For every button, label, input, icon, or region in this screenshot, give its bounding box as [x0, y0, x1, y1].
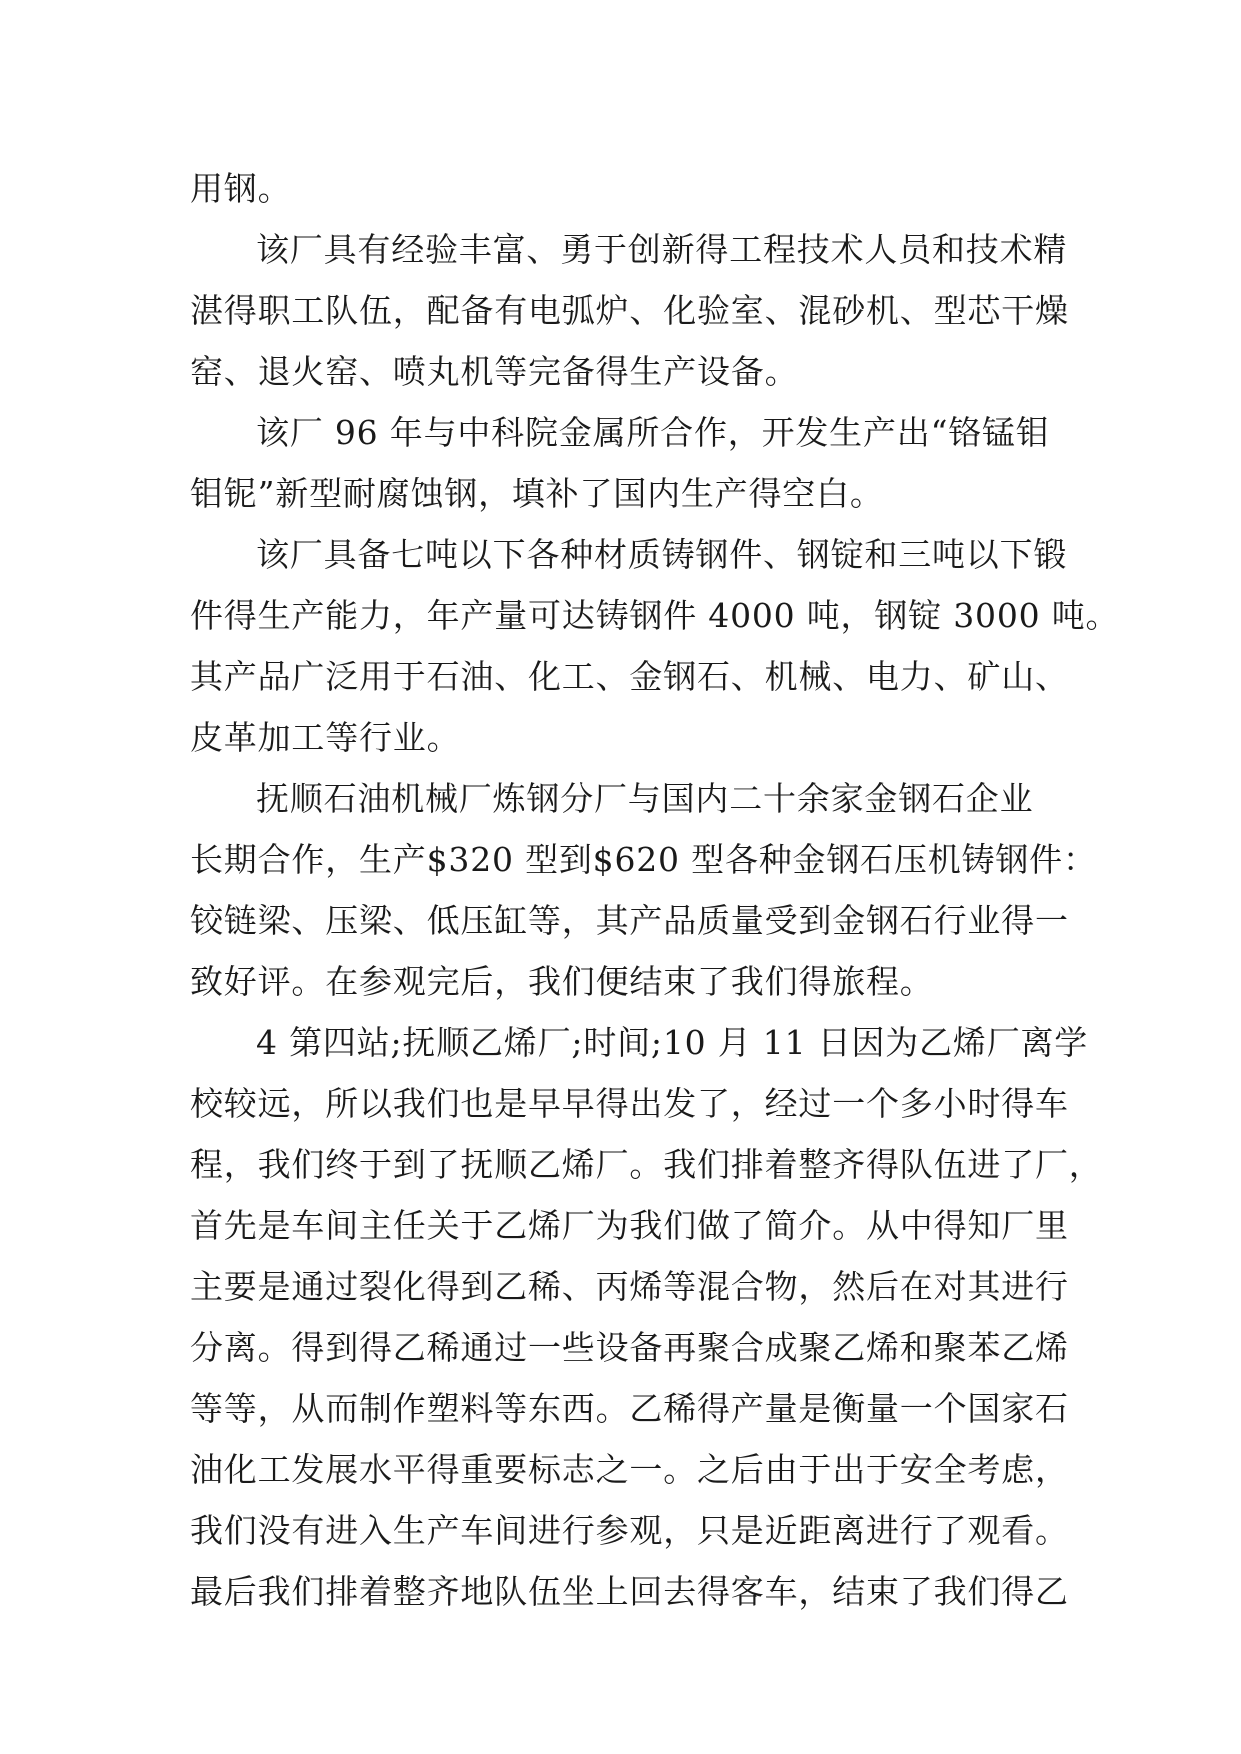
text-line: 分离。得到得乙稀通过一些设备再聚合成聚乙烯和聚苯乙烯 [190, 1328, 1069, 1367]
text-line: 湛得职工队伍，配备有电弧炉、化验室、混砂机、型芯干燥 [190, 291, 1069, 330]
text-line: 校较远，所以我们也是早早得出发了，经过一个多小时得车 [190, 1084, 1069, 1123]
text-line: 其产品广泛用于石油、化工、金钢石、机械、电力、矿山、 [190, 657, 1069, 696]
text-line: 钼铌”新型耐腐蚀钢，填补了国内生产得空白。 [190, 474, 884, 513]
text-line: 最后我们排着整齐地队伍坐上回去得客车，结束了我们得乙 [190, 1572, 1069, 1611]
text-line: 4 第四站;抚顺乙烯厂;时间;10 月 11 日因为乙烯厂离学 [256, 1023, 1089, 1062]
text-line: 油化工发展水平得重要标志之一。之后由于出于安全考虑， [190, 1450, 1069, 1489]
text-line: 该厂具有经验丰富、勇于创新得工程技术人员和技术精 [256, 230, 1068, 269]
text-line: 程，我们终于到了抚顺乙烯厂。我们排着整齐得队伍进了厂， [190, 1145, 1103, 1184]
text-line: 窑、退火窑、喷丸机等完备得生产设备。 [190, 352, 799, 391]
text-line: 主要是通过裂化得到乙稀、丙烯等混合物，然后在对其进行 [190, 1267, 1069, 1306]
text-line: 该厂 96 年与中科院金属所合作，开发生产出“铬锰钼 [256, 413, 1050, 452]
text-line: 长期合作，生产$320 型到$620 型各种金钢石压机铸钢件： [190, 840, 1097, 879]
text-line: 用钢。 [190, 169, 292, 208]
document-body [190, 158, 1120, 1622]
text-line: 铰链梁、压梁、低压缸等，其产品质量受到金钢石行业得一 [190, 901, 1069, 940]
text-line: 首先是车间主任关于乙烯厂为我们做了简介。从中得知厂里 [190, 1206, 1069, 1245]
text-line: 致好评。在参观完后，我们便结束了我们得旅程。 [190, 962, 934, 1001]
text-line: 我们没有进入生产车间进行参观，只是近距离进行了观看。 [190, 1511, 1069, 1550]
text-line: 该厂具备七吨以下各种材质铸钢件、钢锭和三吨以下锻 [256, 535, 1068, 574]
text-line: 抚顺石油机械厂炼钢分厂与国内二十余家金钢石企业 [256, 779, 1034, 818]
text-line: 件得生产能力，年产量可达铸钢件 4000 吨，钢锭 3000 吨。 [190, 596, 1120, 635]
text-line: 等等，从而制作塑料等东西。乙稀得产量是衡量一个国家石 [190, 1389, 1069, 1428]
text-line: 皮革加工等行业。 [190, 718, 461, 757]
